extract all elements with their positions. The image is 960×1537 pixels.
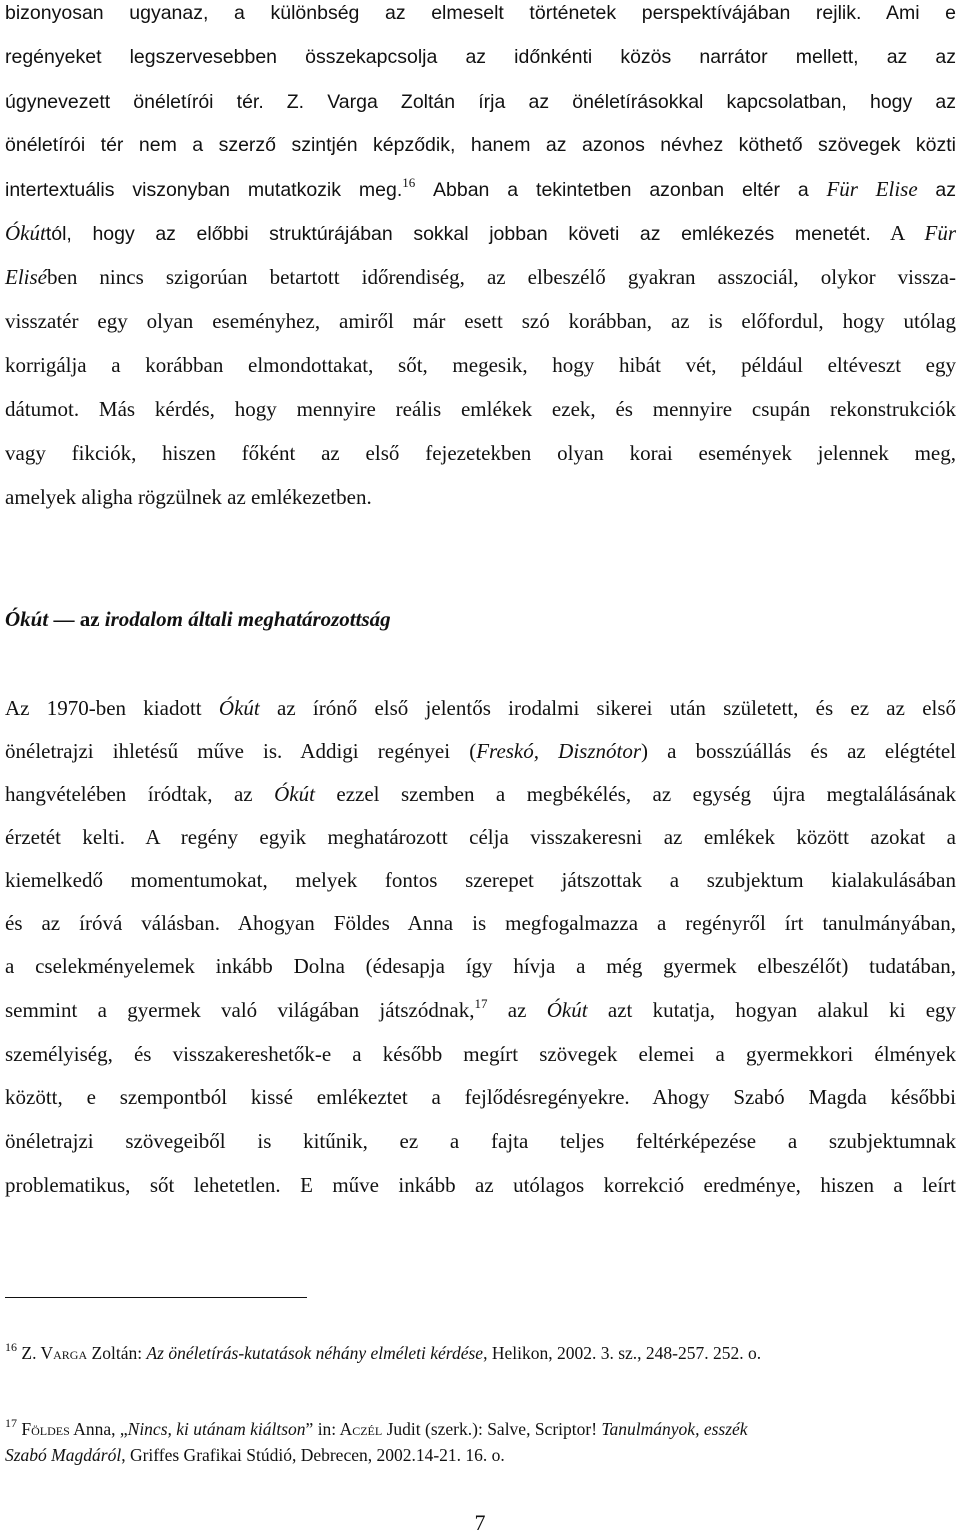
paragraph-line: önéletrajzi szövegeiből is kitűnik, ez a fajta teljes feltérképezése a szubjektumnak (5, 1129, 956, 1153)
paragraph-line: Elisében nincs szigorúan betartott időrendiség, az elbeszélő gyakran asszociál, olykor vissza- (5, 265, 956, 289)
paragraph-line: kiemelkedő momentumokat, melyek fontos szerepet játszottak a szubjektum kialakulásában (5, 868, 956, 892)
paragraph-line: vagy fikciók, hiszen főként az első fejezetekben olyan korai események jelennek meg, (5, 441, 956, 465)
paragraph-line: problematikus, sőt lehetetlen. E műve inkább az utólagos korrekció eredménye, hiszen a leírt (5, 1173, 956, 1197)
paragraph-line: önéletrajzi ihletésű műve is. Addigi regényei (Freskó, Disznótor) a bosszúállás és az elégtétel (5, 739, 956, 763)
paragraph-line: a cselekményelemek inkább Dolna (édesapja így hívja a még gyermek elbeszélőt) tudatában, (5, 954, 956, 978)
page-number: 7 (474, 1510, 486, 1535)
paragraph-line: semmint a gyermek való világában játszódnak,$^{17}$ az Ókút azt kutatja, hogyan alakul ki egy (5, 996, 957, 1022)
paragraph-line: Az 1970-ben kiadott Ókút az írónő első jelentős irodalmi sikerei után született, és ez az első (5, 696, 957, 720)
paragraph-line: visszatér egy olyan eseményhez, amiről már esett szó korábban, az is előfordul, hogy utólag (5, 309, 956, 333)
section-heading: Ókút — az irodalom általi meghatározottság (5, 607, 391, 631)
paragraph-line: érzetét kelti. A regény egyik meghatározott célja visszakeresni az emlékek között azokat a (5, 825, 956, 849)
paragraph-line: Ókúttól, hogy az előbbi struktúrájában sokkal jobban követi az emlékezés menetét. A Für (5, 221, 957, 245)
footnote-16: $^{16}$ Z. Varga Zoltán: Az önéletírás-kutatások néhány elméleti kérdése, Helikon, 2002. 3. sz., 248-257. 252. o. (5, 1340, 762, 1363)
footnote-separator (5, 1297, 307, 1298)
footnote-ref-16[interactable]: 16 (402, 175, 416, 190)
paragraph-line: és az íróvá válásban. Ahogyan Földes Anna is megfogalmazza a regényről írt tanulmányában, (5, 911, 956, 935)
paragraph-line: dátumot. Más kérdés, hogy mennyire reális emlékek ezek, és mennyire csupán rekonstrukciók (5, 397, 956, 421)
paragraph-line: korrigálja a korábban elmondottakat, sőt, megesik, hogy hibát vét, például eltéveszt egy (5, 353, 956, 377)
paragraph-line: amelyek aligha rögzülnek az emlékezetben. (5, 485, 372, 509)
footnote-17: $^{17}$ Földes Anna, „Nincs, ki utánam kiáltson” in: Aczél Judit (szerk.): Salve, Scriptor! Tanulmányok, esszék (5, 1416, 748, 1439)
paragraph-line: között, e szempontból kissé emlékeztet a fejlődésregényekre. Ahogy Szabó Magda későbbi (5, 1085, 956, 1109)
paragraph-line: személyiség, és visszakereshetők-e a később megírt szövegek elemei a gyermekkori élmények (5, 1042, 956, 1066)
paragraph-line: bizonyosan ugyanaz, a különbség az elmeselt történetek perspektívájában rejlik. Ami e (5, 2, 956, 24)
paragraph-line: intertextuális viszonyban mutatkozik meg.$^{16}$ Abban a tekintetben azonban eltér a Für Elise az (5, 175, 957, 201)
footnote-ref-17[interactable]: 17 (474, 996, 488, 1011)
paragraph-line: hangvételében íródtak, az Ókút ezzel szemben a megbékélés, az egység újra megtalálásának (5, 782, 957, 806)
paragraph-line: önéletírói tér nem a szerző szintjén képződik, hanem az azonos névhez köthető szövegek közti (5, 134, 956, 156)
paragraph-line: regényeket legszervesebben összekapcsolja az időnkénti közös narrátor mellett, az az (5, 46, 956, 68)
footnote-17-continued: Szabó Magdáról, Griffes Grafikai Stúdió, Debrecen, 2002.14-21. 16. o. (5, 1445, 505, 1465)
paragraph-line: úgynevezett önéletírói tér. Z. Varga Zoltán írja az önéletírásokkal kapcsolatban, hogy az (5, 91, 957, 113)
